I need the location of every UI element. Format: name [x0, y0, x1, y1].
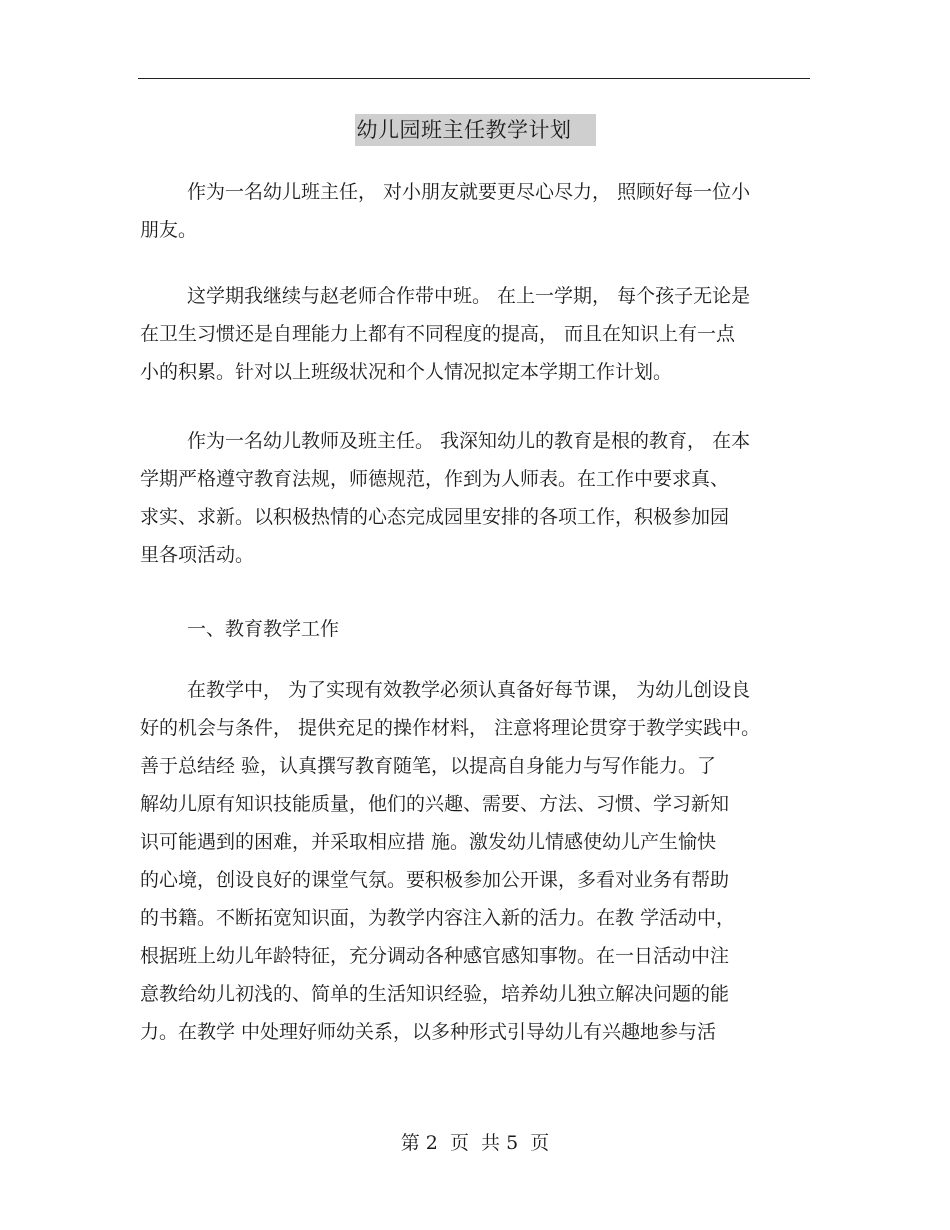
text-line: 作为一名幼儿班主任， 对小朋友就要更尽心尽力， 照顾好每一位小	[187, 181, 751, 203]
text-line: 的心境，创设良好的课堂气氛。要积极参加公开课，多看对业务有帮助	[140, 869, 730, 891]
text-line: 在教学中， 为了实现有效教学必须认真备好每节课， 为幼儿创设良	[187, 679, 751, 701]
text-line: 这学期我继续与赵老师合作带中班。 在上一学期， 每个孩子无论是	[187, 285, 751, 307]
section-heading: 一、教育教学工作	[187, 618, 340, 640]
paragraph-teacher	[140, 422, 810, 574]
title-container	[0, 114, 950, 146]
text-line: 求实、求新。以积极热情的心态完成园里安排的各项工作，积极参加园	[140, 506, 730, 528]
text-line: 力。在教学 中处理好师幼关系，以多种形式引导幼儿有兴趣地参与活	[140, 1021, 717, 1043]
text-line: 好的机会与条件， 提供充足的操作材料， 注意将理论贯穿于教学实践中。	[140, 717, 761, 739]
paragraph-intro	[140, 173, 810, 249]
text-line: 朋友。	[140, 219, 198, 241]
text-line: 根据班上幼儿年龄特征，充分调动各种感官感知事物。在一日活动中注	[140, 945, 730, 967]
text-line: 作为一名幼儿教师及班主任。 我深知幼儿的教育是根的教育， 在本	[187, 430, 751, 452]
text-line: 解幼儿原有知识技能质量，他们的兴趣、需要、方法、习惯、学习新知	[140, 793, 730, 815]
text-line: 的书籍。不断拓宽知识面，为教学内容注入新的活力。在教 学活动中，	[140, 907, 736, 929]
text-line: 善于总结经 验，认真撰写教育随笔，以提高自身能力与写作能力。了	[140, 755, 717, 777]
text-line: 在卫生习惯还是自理能力上都有不同程度的提高， 而且在知识上有一点	[140, 323, 736, 345]
paragraph-teaching	[140, 671, 810, 1051]
header-rule	[138, 78, 810, 79]
page-number: 第 2 页 共 5 页	[400, 1132, 550, 1154]
text-line: 里各项活动。	[140, 544, 255, 566]
text-line: 意教给幼儿初浅的、简单的生活知识经验，培养幼儿独立解决问题的能	[140, 983, 730, 1005]
page-footer	[0, 1126, 950, 1160]
text-line: 识可能遇到的困难，并采取相应措 施。激发幼儿情感使幼儿产生愉快	[140, 831, 717, 853]
text-line: 学期严格遵守教育法规，师德规范，作到为人师表。在工作中要求真、	[140, 468, 730, 490]
document-title: 幼儿园班主任教学计划	[355, 114, 596, 146]
paragraph-semester	[140, 277, 810, 391]
text-line: 小的积累。针对以上班级状况和个人情况拟定本学期工作计划。	[140, 361, 673, 383]
